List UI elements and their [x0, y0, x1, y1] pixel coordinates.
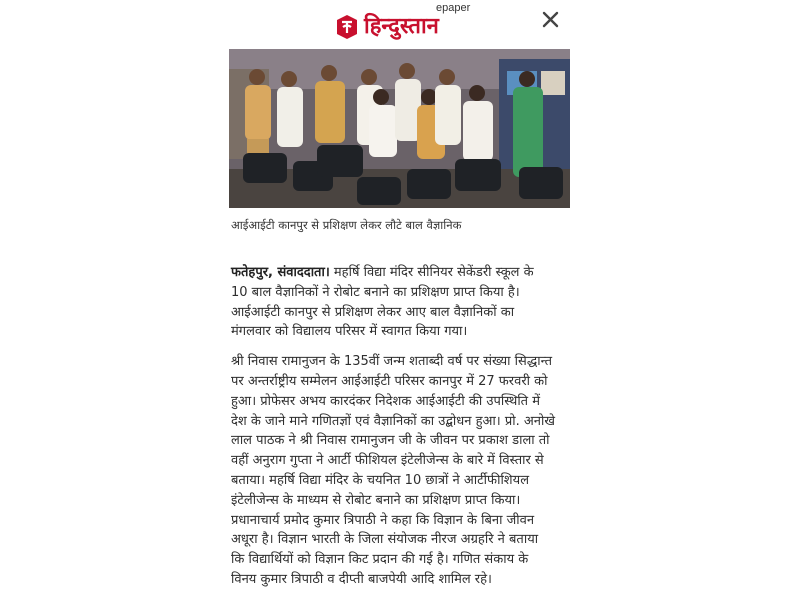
- dateline: फतेहपुर, संवाददाता।: [231, 265, 330, 280]
- article-line: 10 बाल वैज्ञानिकों ने रोबोट बनाने का प्रशिक्षण प्राप्त किया है।: [231, 284, 520, 300]
- article-line: आईआईटी कानपुर से प्रशिक्षण लेकर आए बाल वैज्ञानिकों का: [231, 304, 515, 320]
- hindustan-logo-icon: [336, 14, 358, 40]
- hindustan-logo[interactable]: [336, 6, 439, 40]
- article-line: प्रधानाचार्य प्रमोद कुमार त्रिपाठी ने कहा कि विज्ञान के बिना जीवन: [231, 512, 535, 528]
- article-line: पर अन्तर्राष्ट्रीय सम्मेलन आईआईटी परिसर कानपुर में 27 फरवरी को: [231, 373, 548, 389]
- article-body: [231, 263, 563, 600]
- logo-text: हिन्दुस्तान: [364, 14, 439, 39]
- article-line: विनय कुमार त्रिपाठी व दीप्ती बाजपेयी आदि शामिल रहे।: [231, 571, 492, 587]
- article-line: फतेहपुर, संवाददाता। महर्षि विद्या मंदिर सीनियर सेकेंडरी स्कूल के: [231, 265, 534, 280]
- article-line: बताया। महर्षि विद्या मंदिर के चयनित 10 छात्रों ने आर्टीफीशियल: [231, 472, 530, 488]
- photo-bottom-edge: [229, 207, 570, 214]
- close-icon[interactable]: [538, 8, 562, 32]
- epaper-header: [0, 0, 797, 44]
- epaper-label: epaper: [436, 2, 471, 14]
- article-line: वहीं अनुराग गुप्ता ने आर्टी फीशियल इंटेलीजेन्स के बारे में विस्तार से: [231, 453, 544, 469]
- article-line: अधूरा है। विज्ञान भारती के जिला संयोजक नीरज अग्रहरि ने बताया: [231, 532, 539, 548]
- article-paragraph-2: [231, 352, 563, 590]
- article-line: हुआ। प्रोफेसर अभय कारदंकर निदेशक आईआईटी की उपस्थिति में: [231, 393, 540, 409]
- news-photo: [229, 49, 570, 208]
- article-line: कि विद्यार्थियों को विज्ञान किट प्रदान की गई है। गणित संकाय के: [231, 552, 529, 568]
- article-line: श्री निवास रामानुजन के 135वीं जन्म शताब्दी वर्ष पर संख्या सिद्धान्त: [231, 354, 552, 370]
- article-line: लाल पाठक ने श्री निवास रामानुजन जी के जीवन पर प्रकाश डाला तो: [231, 433, 550, 449]
- article-line: मंगलवार को विद्यालय परिसर में स्वागत किया गया।: [231, 324, 468, 340]
- photo-caption: आईआईटी कानपुर से प्रशिक्षण लेकर लौटे बाल वैज्ञानिक: [231, 218, 462, 232]
- article-line: इंटेलीजेन्स के माध्यम से रोबोट बनाने का प्रशिक्षण प्राप्त किया।: [231, 492, 521, 508]
- article-line: देश के जाने माने गणितज्ञों एवं वैज्ञानिकों का उद्बोधन हुआ। प्रो. अनोखे: [231, 413, 555, 429]
- article-paragraph-1: [231, 263, 563, 342]
